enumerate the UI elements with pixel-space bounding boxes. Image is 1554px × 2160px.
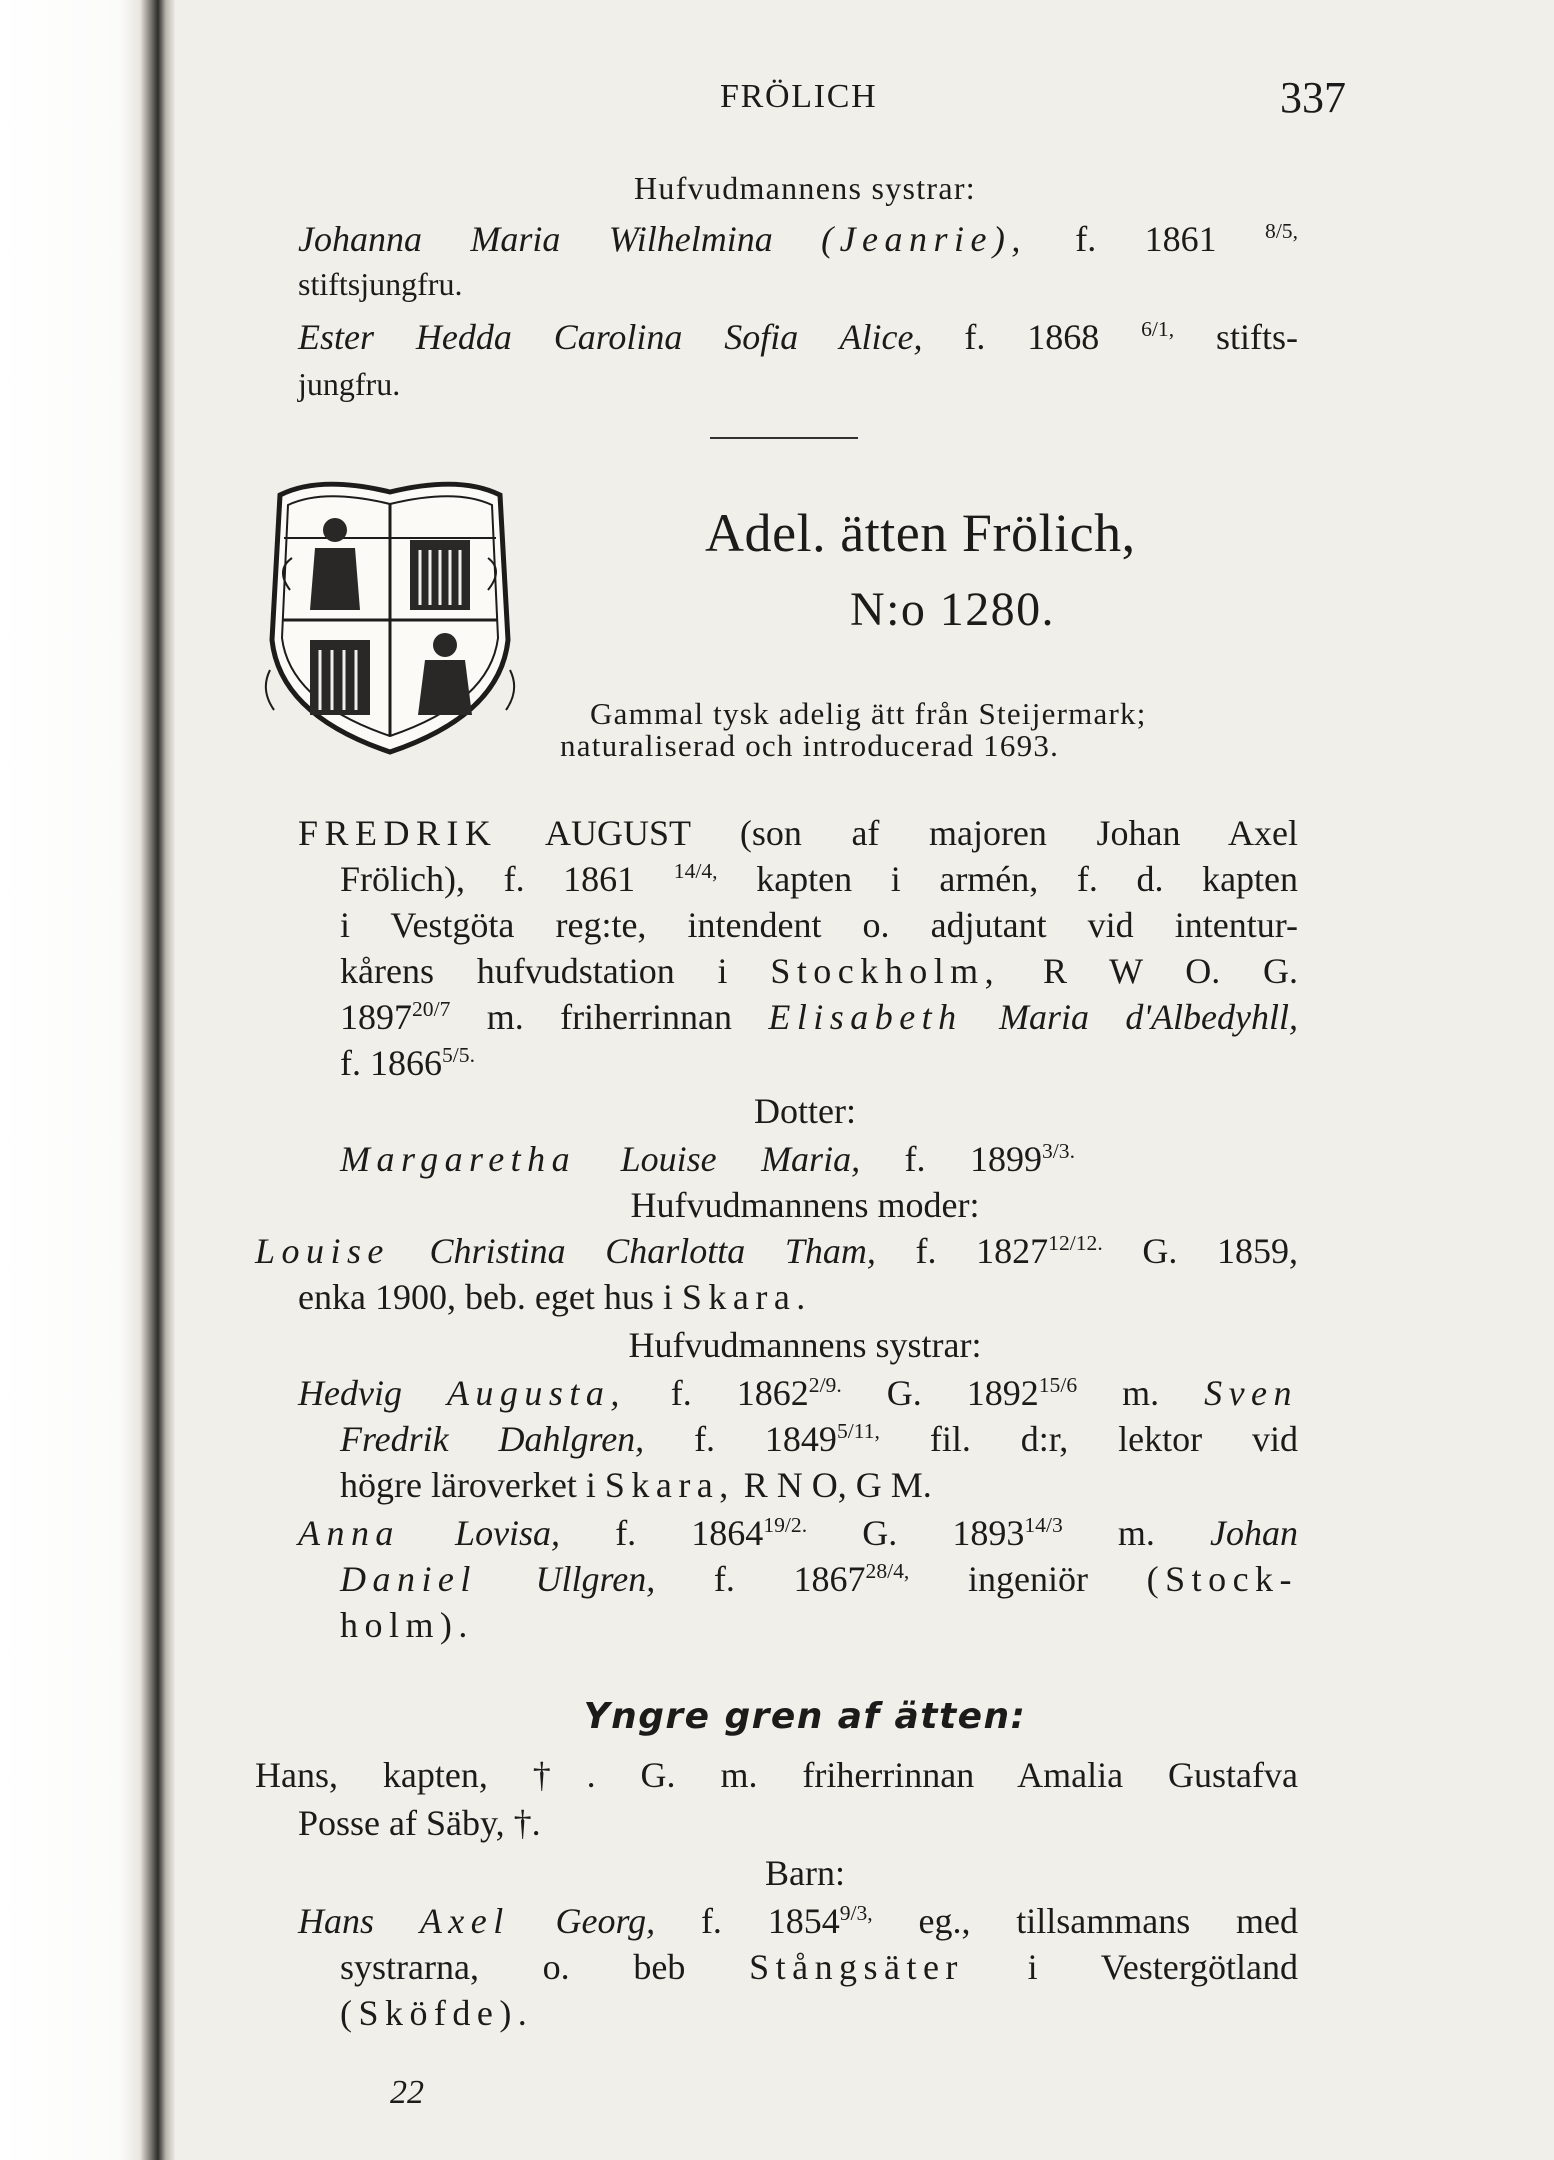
daughter-first-name: Margaretha [340,1139,577,1179]
head-of-family-line [340,996,1298,1038]
residence-town: Skara. [681,1277,812,1317]
estate-name: Stångsäter [749,1947,964,1987]
head-text: m. friherrinnan [486,997,732,1037]
mother-name: Christina Charlotta Tham, [429,1231,876,1271]
book-spine-shadow [0,0,175,2160]
marriage-text: G. 1859, [1142,1231,1299,1271]
birth-text: f. 1867 [713,1559,866,1599]
marriage-date: 15/6 [1038,1373,1078,1397]
residence-name: Stockholm, [770,951,1001,991]
sister-entry-hedvig [298,1372,1298,1414]
head-of-family-line [340,950,1298,992]
sisters-heading: Hufvudmannens systrar: [634,170,976,206]
child-entry [298,1900,1298,1942]
head-text: Frölich), f. 1861 [340,859,636,899]
birth-date: 19/2. [763,1513,808,1537]
married-to: m. [1122,1373,1160,1413]
birth-date: 28/4, [865,1559,910,1583]
mother-residence: enka 1900, beb. eget hus i [298,1277,673,1317]
sister-entry-anna [298,1512,1298,1554]
title-text: stifts- [1216,317,1299,357]
head-of-family-line [340,1042,475,1084]
spouse-first-name: Johan [1210,1513,1298,1553]
sister-name: Johanna Maria Wilhelmina [298,219,773,259]
child-text: systrarna, o. beb [340,1947,686,1987]
spouse-name: Maria d'Albedyhll, [999,997,1298,1037]
spouse-first-name: Elisabeth [768,997,963,1037]
section-divider [710,437,858,439]
head-text: f. 1866 [340,1043,442,1083]
birth-date: 5/11, [836,1419,880,1443]
sister-title-line: stiftsjungfru. [298,266,463,302]
sister-entry-hedvig [340,1418,1298,1460]
family-origin: naturaliserad och introducerad 1693. [560,728,1060,763]
head-of-family-line [340,858,1298,900]
book-page [240,0,1370,2160]
mother-first-name: Louise [255,1231,390,1271]
birth-text: f. 1899 [904,1139,1042,1179]
head-of-family-line [298,812,1298,854]
child-third-name: Georg, [555,1901,656,1941]
sister-title-line: jungfru. [298,366,401,402]
head-text: kårens hufvudstation i [340,951,728,991]
mother-heading: Hufvudmannens moder: [630,1185,980,1225]
birth-text: f. 1849 [694,1419,837,1459]
spouse-first-name: Sven [1204,1373,1298,1413]
sister-entry-anna [340,1558,1298,1600]
birth-date: 9/3, [839,1901,873,1925]
spouse-name: Daniel [340,1559,477,1599]
children-heading: Barn: [765,1853,845,1893]
branch-head: Posse af Säby, †. [298,1803,541,1843]
sister-entry-johanna [298,218,1298,260]
birth-text: f. 1827 [915,1231,1049,1271]
birth-date: 5/5. [442,1043,475,1067]
spouse-town: (Stock- [1146,1559,1299,1599]
head-first-name: FREDRIK [298,813,498,853]
family-number: N:o 1280. [850,583,1055,636]
child-second-name: Axel [419,1901,510,1941]
birth-text: f. 1868 [964,317,1100,357]
birth-text: f. 1854 [700,1901,840,1941]
child-text: eg., tillsammans med [918,1901,1299,1941]
family-title: Adel. ätten Frölich, [705,503,1136,563]
birth-date: 8/5, [1265,219,1299,243]
page-number: 337 [1280,73,1346,122]
birth-text: f. 1861 [1075,219,1217,259]
workplace-town: Skara, [604,1465,735,1505]
branch-head: Hans, kapten, †. G. m. friherrinnan Amalia Gustafva [255,1755,1298,1795]
birth-date: 14/4, [673,859,718,883]
birth-date: 6/1, [1141,317,1175,341]
sister-first-name: Hedvig [298,1373,402,1413]
sister-entry-anna: holm). [340,1605,474,1645]
birth-date: 12/12. [1048,1231,1103,1255]
spouse-surname: Ullgren, [535,1559,656,1599]
birth-text: f. 1864 [615,1513,764,1553]
birth-date: 3/3. [1042,1139,1075,1163]
family-origin: Gammal tysk adelig ätt från Steijermark; [590,696,1147,731]
sister-name: Augusta, [446,1373,626,1413]
sister-name: Ester Hedda Carolina Sofia Alice, [298,317,923,357]
marriage-year: 1897 [340,997,412,1037]
branch-heading: Yngre gren af ätten: [583,1696,1027,1737]
marriage-date: 14/3 [1024,1513,1063,1537]
spouse-name: Fredrik Dahlgren, [340,1419,645,1459]
head-text: kapten i armén, f. d. kapten [756,859,1299,899]
coat-of-arms-image [260,470,520,760]
spouse-orders: R N O, G M. [743,1465,932,1505]
birth-date: 2/9. [808,1373,842,1397]
head-text: R W O. G. [1042,951,1299,991]
spouse-title: ingeniör [968,1559,1088,1599]
mother-entry [255,1230,1298,1272]
marriage-text: G. 1893 [862,1513,1025,1553]
marriage-date: 20/7 [412,997,451,1021]
daughter-entry [340,1138,1075,1180]
head-second-name: AUGUST [544,813,691,853]
daughter-heading: Dotter: [754,1091,856,1131]
married-to: m. [1117,1513,1155,1553]
sisters-heading: Hufvudmannens systrar: [628,1325,982,1365]
spouse-workplace: högre läroverket i [340,1465,596,1505]
daughter-name: Louise Maria, [620,1139,861,1179]
mother-entry [298,1276,812,1318]
sister-name: Lovisa, [455,1513,561,1553]
signature-mark: 22 [390,2074,424,2111]
child-entry [340,1946,1298,1988]
marriage-text: G. 1892 [886,1373,1039,1413]
head-parentage: (son af majoren Johan Axel [739,813,1299,853]
spouse-title: fil. d:r, lektor vid [929,1419,1298,1459]
birth-text: f. 1862 [670,1373,809,1413]
running-header-title: FRÖLICH [720,78,878,115]
child-first-name: Hans [298,1901,375,1941]
sister-entry-hedvig [340,1464,932,1506]
child-text: i Vestergötland [1027,1947,1299,1987]
sister-first-name: Anna [298,1513,400,1553]
head-of-family-line: i Vestgöta reg:te, intendent o. adjutant vid intentur- [340,905,1298,945]
sister-nickname: (Jeanrie), [821,219,1027,259]
child-entry: (Sköfde). [340,1993,534,2033]
sister-entry-ester [298,316,1298,358]
